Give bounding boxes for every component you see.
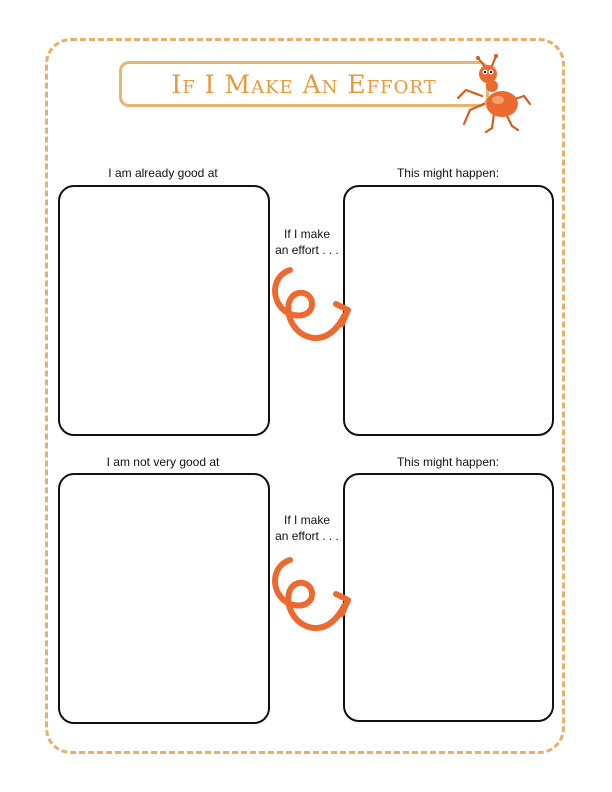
section-1-mid-line1: If I make (283, 227, 330, 241)
page-title: If I Make An Effort (171, 69, 437, 99)
ant-icon (452, 52, 532, 138)
section-2-right-label: This might happen: (396, 455, 500, 469)
section-1-right-box (343, 185, 554, 436)
section-1-mid-label (264, 226, 350, 258)
section-1-right-label: This might happen: (396, 166, 500, 180)
title-banner (119, 61, 489, 107)
section-1-left-box (58, 185, 270, 436)
curly-arrow-icon (266, 260, 356, 350)
section-2-right-box (343, 473, 554, 722)
curly-arrow-icon (266, 550, 356, 640)
section-2-mid-line1: If I make (283, 513, 330, 527)
section-1-mid-line2: an effort . . . (275, 243, 339, 257)
section-2-left-label: I am not very good at (106, 455, 220, 469)
section-2-mid-label (264, 512, 350, 544)
section-2-left-box (58, 473, 270, 724)
section-1-left-label: I am already good at (108, 166, 218, 180)
section-2-mid-line2: an effort . . . (275, 529, 339, 543)
